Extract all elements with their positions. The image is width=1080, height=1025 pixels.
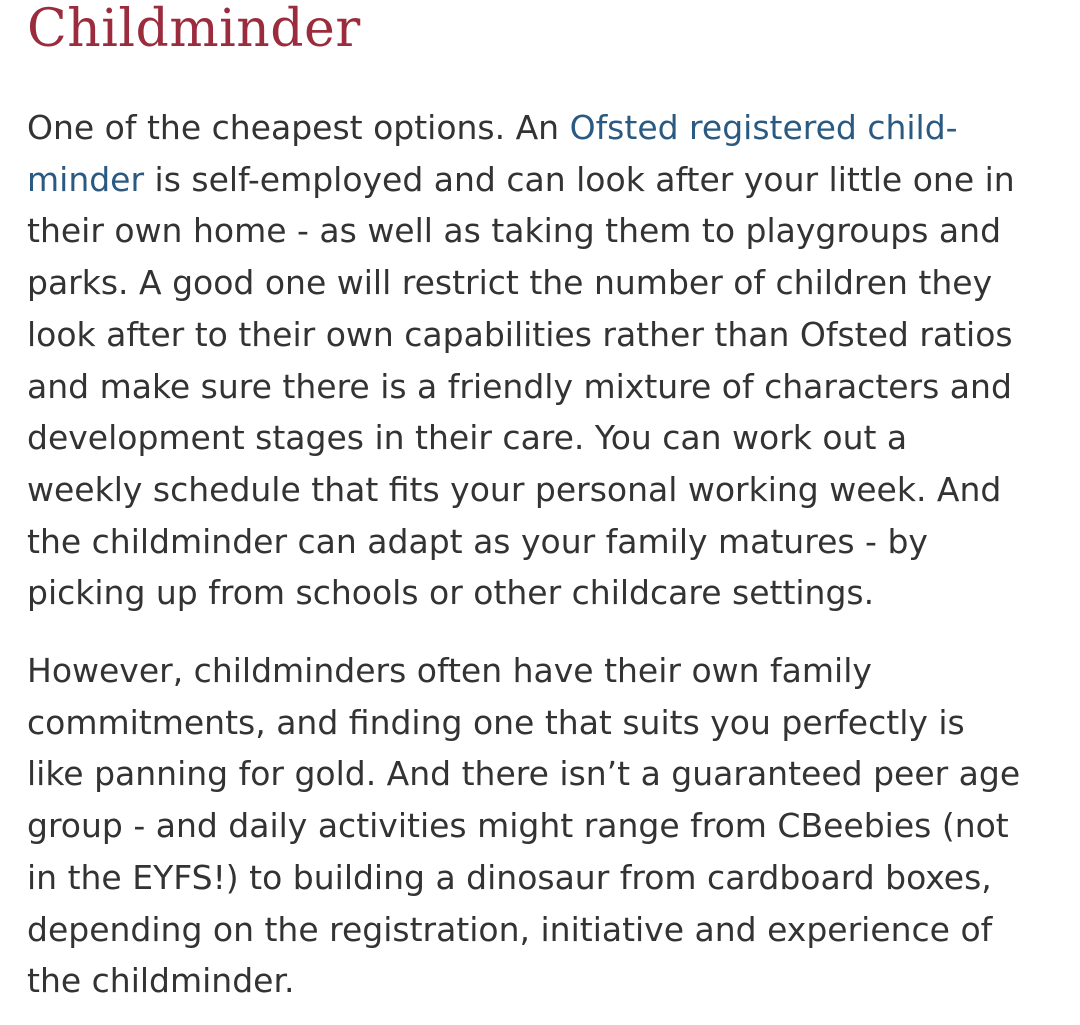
paragraph-line: their own home - as well as taking them to playgroups and bbox=[27, 211, 1002, 251]
paragraph-line: group - and daily activities might range from CBeebies (not bbox=[27, 806, 1009, 846]
paragraph-line: in the EYFS!) to building a dinosaur from cardboard boxes, bbox=[27, 857, 992, 897]
paragraph-line: like panning for gold. And there isn’t a guaranteed peer age bbox=[27, 754, 1021, 794]
section-heading: Childminder bbox=[27, 0, 361, 59]
paragraph-line: However, childminders often have their own family bbox=[27, 651, 872, 690]
paragraph-line: picking up from schools or other childcare settings. bbox=[27, 573, 875, 613]
paragraph-line: development stages in their care. You can work out a bbox=[27, 418, 908, 458]
paragraph-line: parks. A good one will restrict the number of children they bbox=[27, 263, 993, 303]
paragraph-line bbox=[27, 154, 1015, 206]
ofsted-registered-childminder-link[interactable]: Ofsted registered child- bbox=[569, 108, 958, 147]
ofsted-registered-childminder-link-continued[interactable]: minder bbox=[27, 159, 145, 199]
paragraph-2 bbox=[27, 645, 1020, 1007]
paragraph-line: and make sure there is a friendly mixture of characters and bbox=[27, 366, 1012, 406]
paragraph-line bbox=[27, 102, 1015, 154]
paragraph-line: commitments, and finding one that suits you perfectly is bbox=[27, 702, 965, 742]
paragraph-line: depending on the registration, initiative and experience of bbox=[27, 909, 993, 949]
paragraph-line: the childminder. bbox=[27, 961, 295, 1001]
paragraph-line: the childminder can adapt as your family matures - by bbox=[27, 521, 928, 561]
paragraph-1 bbox=[27, 102, 1015, 619]
text-run: One of the cheapest options. An bbox=[27, 108, 570, 147]
paragraph-line: weekly schedule that fits your personal working week. And bbox=[27, 469, 1002, 509]
paragraph-line: look after to their own capabilities rather than Ofsted ratios bbox=[27, 314, 1013, 354]
text-run: is self-employed and can look after your little one in bbox=[144, 159, 1015, 199]
